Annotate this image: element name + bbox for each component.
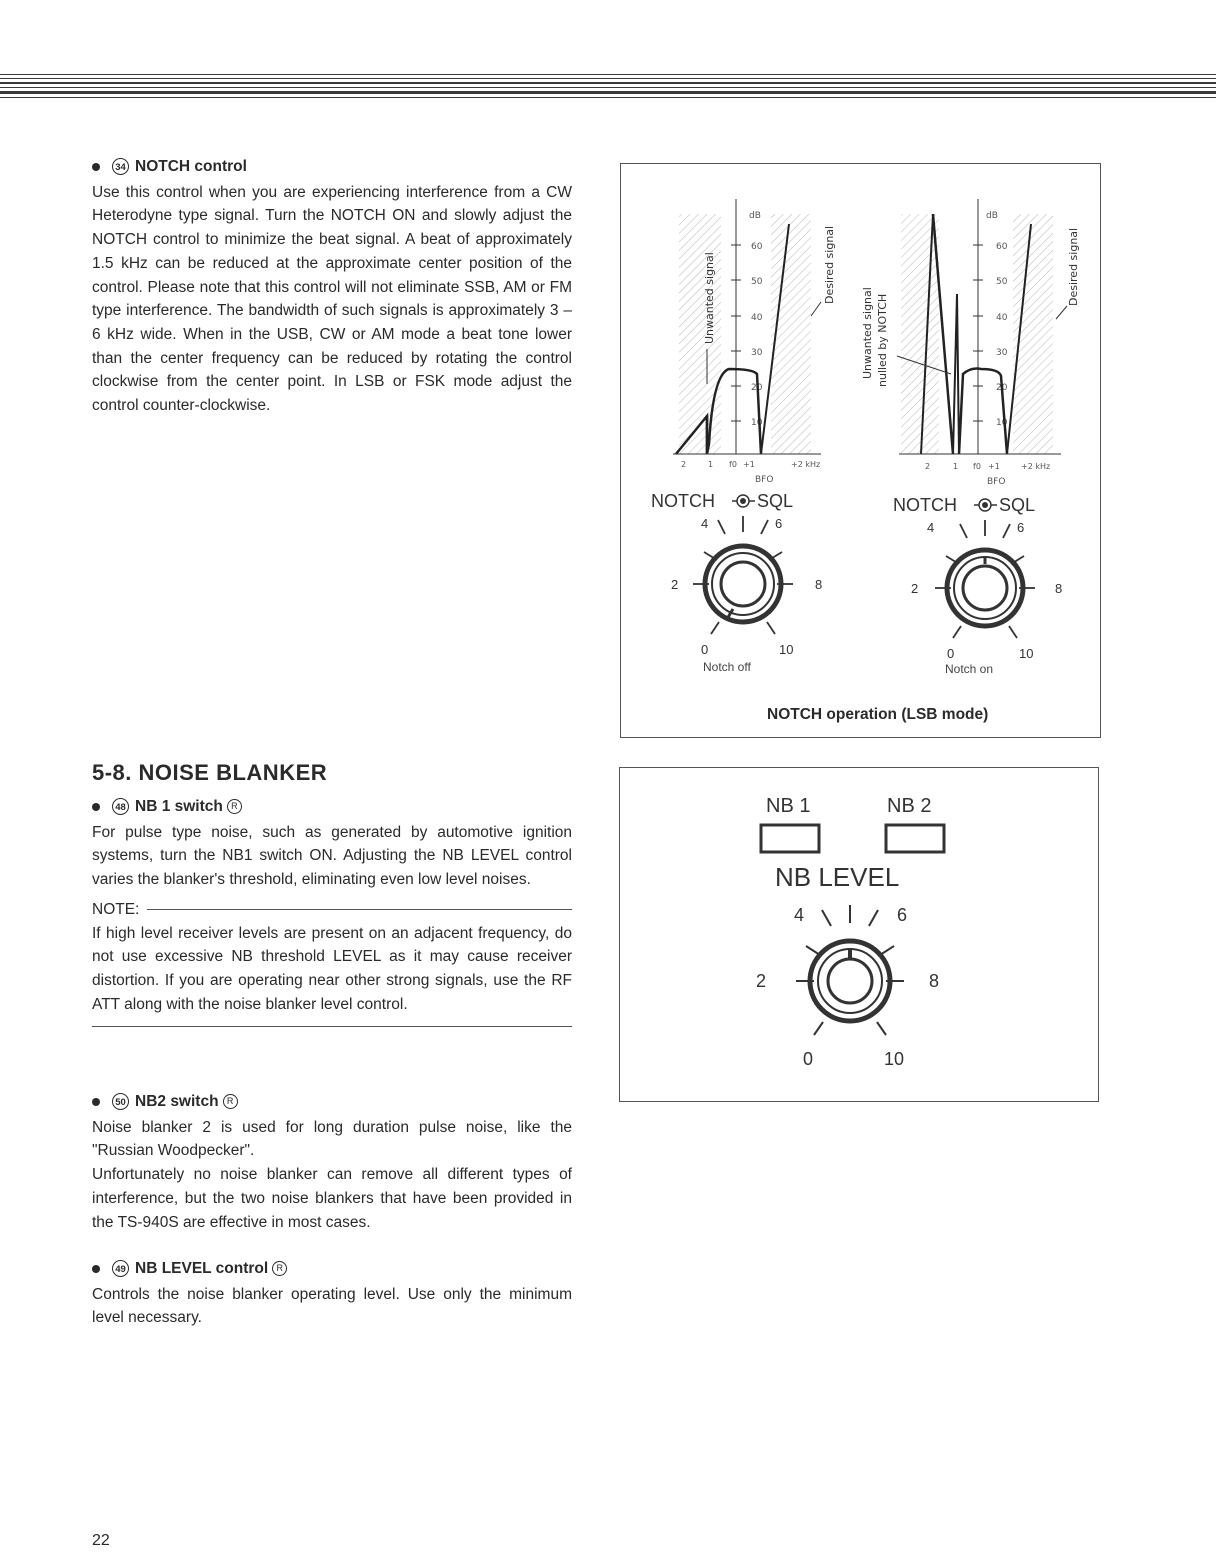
notch-on-label: Notch on [945, 662, 994, 676]
svg-text:10: 10 [1019, 646, 1034, 661]
notch-figure-caption: NOTCH operation (LSB mode) [767, 706, 989, 723]
item-number-badge: 34 [112, 158, 129, 175]
nb2-heading [92, 1090, 572, 1114]
nb2-body-2: Unfortunately no noise blanker can remove all different types of interference, but the two noise blankers that have been provided in the TS-940S are effective in most cases. [92, 1166, 572, 1231]
page-number: 22 [92, 1532, 110, 1549]
note-body: If high level receiver levels are present on an adjacent frequency, do not use excessive NB threshold LEVEL as it may cause receiver distortion. If you are operating near other strong signals, use the RF ATT along with the noise blanker level control. [92, 924, 572, 1013]
nblevel-heading [92, 1257, 572, 1281]
spectrum-notch-on [861, 199, 1080, 487]
svg-text:4: 4 [927, 520, 935, 535]
svg-text:SQL: SQL [999, 495, 1036, 515]
nb1-heading [92, 795, 572, 819]
bfo-label: BFO [755, 475, 774, 485]
rear-badge-icon: R [227, 799, 242, 814]
svg-text:0: 0 [701, 642, 709, 657]
nb1-body: For pulse type noise, such as generated by automotive ignition systems, turn the NB1 switch ON. Adjusting the NB LEVEL control varies the blanker's threshold, eliminating even low level noises. [92, 823, 572, 889]
bfo-label: BFO [987, 477, 1006, 487]
svg-text:8: 8 [929, 971, 940, 991]
item-number-badge: 49 [112, 1260, 129, 1277]
svg-text:6: 6 [897, 905, 908, 925]
svg-text:10: 10 [779, 642, 794, 657]
svg-text:6: 6 [1017, 520, 1025, 535]
svg-text:2: 2 [911, 581, 919, 596]
notch-figure [620, 163, 1101, 738]
nblevel-body: Controls the noise blanker operating level. Use only the minimum level necessary. [92, 1285, 572, 1327]
svg-text:SQL: SQL [757, 491, 794, 511]
note-label: NOTE: [92, 900, 140, 918]
db-label: dB [749, 211, 761, 221]
svg-text:60: 60 [751, 242, 763, 252]
nb-figure [619, 767, 1099, 1102]
nb-panel-diagram [620, 768, 1097, 1100]
item-number-badge: 50 [112, 1093, 129, 1110]
nblevel-section [92, 1257, 572, 1330]
notch-body: Use this control when you are experiencing interference from a CW Heterodyne type signal. Turn the NOTCH ON and slowly adjust the NOTCH control to minimize the beat signal. A beat of approximately 1.5 kHz can be reduced at the approximate center position of the control. Please note that this control will not eliminate SSB, AM or FM type interference. The bandwidth of such signals is approximately 3 – 6 kHz wide. When in the USB, CW or AM mode a beat tone lower than the center frequency can be reduced by rotating the control clockwise from the center point. In LSB or FSK mode adjust the control counter-clockwise. [92, 183, 572, 415]
svg-text:2: 2 [925, 462, 931, 471]
unwanted-nulled-label-1: Unwanted signal [861, 287, 874, 379]
bullet-icon [92, 1265, 100, 1273]
svg-text:2: 2 [756, 971, 767, 991]
svg-text:30: 30 [996, 348, 1008, 358]
bullet-icon [92, 163, 100, 171]
svg-text:f0: f0 [729, 460, 737, 469]
note-heading [92, 898, 572, 922]
svg-text:20: 20 [751, 383, 763, 393]
svg-text:4: 4 [701, 516, 709, 531]
nb-level-knob[interactable] [796, 905, 904, 1035]
svg-text:4: 4 [794, 905, 805, 925]
svg-text:60: 60 [996, 242, 1008, 252]
svg-text:2: 2 [671, 577, 679, 592]
notch-title: NOTCH control [135, 158, 247, 175]
desired-signal-label: Desired signal [823, 225, 836, 304]
note-end-divider [92, 1026, 572, 1027]
svg-text:2: 2 [681, 460, 687, 469]
nb-level-label: NB LEVEL [775, 862, 900, 892]
svg-text:1: 1 [953, 462, 959, 471]
svg-text:+2 kHz: +2 kHz [791, 460, 821, 469]
svg-text:1: 1 [708, 460, 714, 469]
svg-text:40: 40 [996, 313, 1008, 323]
db-label: dB [986, 211, 998, 221]
nb2-title: NB2 switch [135, 1093, 219, 1110]
note-divider [147, 909, 572, 910]
svg-text:8: 8 [1055, 581, 1063, 596]
nb1-section [92, 795, 572, 1027]
section-title: 5-8. NOISE BLANKER [92, 760, 328, 785]
rear-badge-icon: R [223, 1094, 238, 1109]
svg-text:NOTCH: NOTCH [651, 491, 715, 511]
desired-signal-label: Desired signal [1067, 227, 1080, 306]
nb1-title: NB 1 switch [135, 798, 223, 815]
svg-text:0: 0 [803, 1049, 814, 1069]
svg-text:10: 10 [884, 1049, 905, 1069]
svg-text:20: 20 [996, 383, 1008, 393]
svg-text:10: 10 [996, 418, 1008, 428]
svg-text:f0: f0 [973, 462, 981, 471]
nb2-section [92, 1090, 572, 1234]
svg-text:30: 30 [751, 348, 763, 358]
nb2-panel-label: NB 2 [887, 795, 932, 817]
svg-text:40: 40 [751, 313, 763, 323]
item-number-badge: 48 [112, 798, 129, 815]
svg-text:8: 8 [815, 577, 823, 592]
svg-text:0: 0 [947, 646, 955, 661]
notch-off-label: Notch off [703, 660, 751, 674]
notch-heading [92, 155, 572, 179]
header-rule [0, 72, 1216, 102]
svg-text:50: 50 [996, 277, 1008, 287]
svg-text:50: 50 [751, 277, 763, 287]
notch-section [92, 155, 572, 418]
rear-badge-icon: R [272, 1261, 287, 1276]
svg-text:10: 10 [751, 418, 763, 428]
nblevel-title: NB LEVEL control [135, 1260, 269, 1277]
nb2-body-1: Noise blanker 2 is used for long duration pulse noise, like the "Russian Woodpecker". [92, 1118, 572, 1160]
nb2-switch[interactable] [886, 825, 944, 852]
svg-text:6: 6 [775, 516, 783, 531]
notch-diagram [621, 164, 1099, 736]
nb1-panel-label: NB 1 [766, 795, 811, 817]
nb1-switch[interactable] [761, 825, 819, 852]
svg-text:+2 kHz: +2 kHz [1021, 462, 1051, 471]
svg-text:+1: +1 [988, 462, 1000, 471]
notch-knob-on [893, 495, 1062, 676]
bullet-icon [92, 803, 100, 811]
spectrum-notch-off [673, 199, 836, 485]
unwanted-signal-label: Unwanted signal [703, 252, 716, 344]
bullet-icon [92, 1098, 100, 1106]
svg-text:NOTCH: NOTCH [893, 495, 957, 515]
notch-knob-off [651, 491, 822, 674]
svg-text:+1: +1 [743, 460, 755, 469]
unwanted-nulled-label-2: nulled by NOTCH [876, 293, 889, 387]
